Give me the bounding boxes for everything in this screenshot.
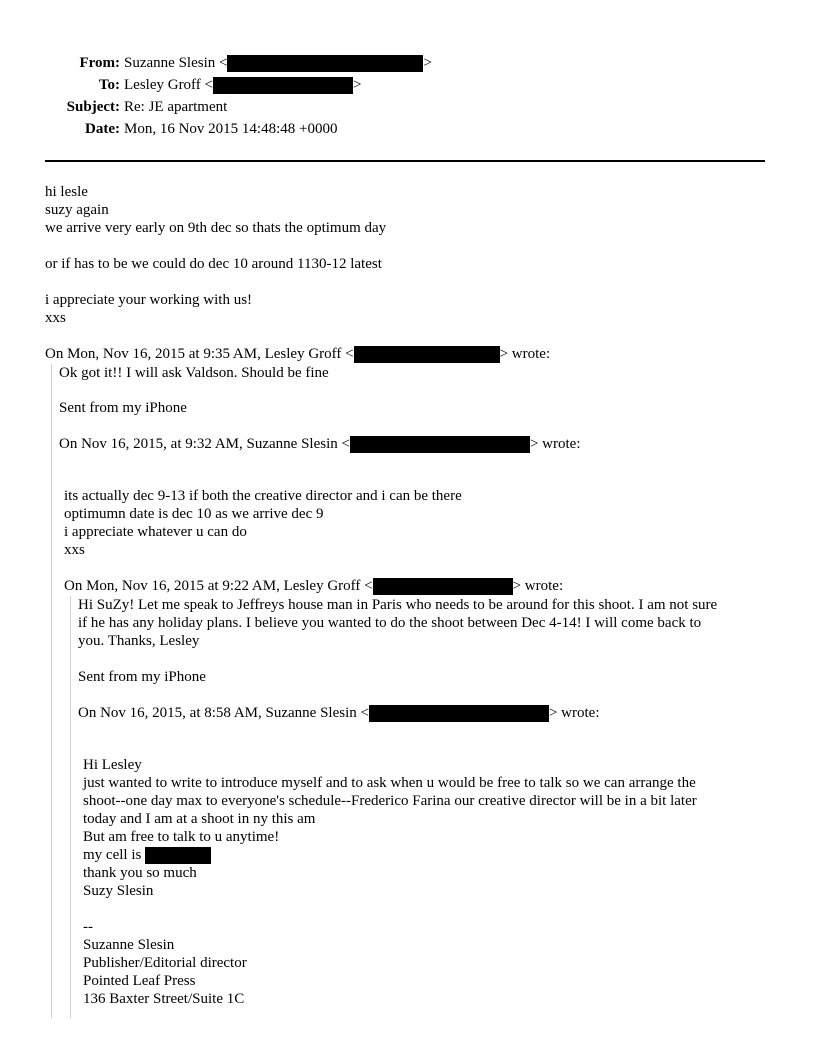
attribution-text: > wrote: (548, 705, 600, 721)
to-label: To: (98, 77, 120, 93)
signature-line: Suzanne Slesin (83, 937, 175, 953)
quote-line: its actually dec 9-13 if both the creative director and i can be there (64, 488, 462, 504)
attribution-text: > wrote: (499, 346, 551, 362)
attribution-text: On Mon, Nov 16, 2015 at 9:35 AM, Lesley Groff < (45, 346, 354, 362)
redaction-block (227, 55, 423, 72)
body-line: or if has to be we could do dec 10 around 1130-12 latest (45, 256, 382, 272)
date-value: Mon, 16 Nov 2015 14:48:48 +0000 (124, 121, 338, 137)
quote-line: i appreciate whatever u can do (64, 524, 247, 540)
redaction-block (145, 847, 211, 864)
subject-label: Subject: (66, 99, 120, 115)
to-value (124, 74, 361, 96)
quote-line: Hi SuZy! Let me speak to Jeffreys house man in Paris who needs to be around for this shoot. I am not sure (78, 597, 718, 613)
body-line: we arrive very early on 9th dec so thats the optimum day (45, 220, 387, 236)
quote-attribution (64, 577, 563, 595)
quote-attribution (59, 435, 580, 453)
signature-line: Pointed Leaf Press (83, 973, 196, 989)
attribution-text: > wrote: (512, 578, 564, 594)
quote-line: optimumn date is dec 10 as we arrive dec 9 (64, 506, 324, 522)
date-label: Date: (85, 121, 120, 137)
quote-bar (51, 364, 52, 1018)
quote-line: thank you so much (83, 865, 197, 881)
to-close: > (353, 77, 362, 93)
quote-line: xxs (64, 542, 85, 558)
redaction-block (354, 346, 500, 363)
from-label: From: (79, 55, 120, 71)
from-close: > (423, 55, 432, 71)
redaction-block (369, 705, 549, 722)
redaction-block (350, 436, 530, 453)
body-line: i appreciate your working with us! (45, 292, 253, 308)
cell-label: my cell is (83, 847, 146, 863)
quote-line: Suzy Slesin (83, 883, 154, 899)
quote-line: you. Thanks, Lesley (78, 633, 200, 649)
redaction-block (213, 77, 353, 94)
quote-bar (70, 596, 71, 1018)
quote-line: if he has any holiday plans. I believe you wanted to do the shoot between Dec 4-14! I will come back to (78, 615, 702, 631)
header-divider (45, 160, 765, 162)
quote-attribution (45, 345, 550, 363)
redaction-block (373, 578, 513, 595)
body-line: xxs (45, 310, 66, 326)
to-name: Lesley Groff < (124, 77, 213, 93)
quote-line: just wanted to write to introduce myself and to ask when u would be free to talk so we can arrange the (83, 775, 696, 791)
attribution-text: > wrote: (529, 436, 581, 452)
quote-line: But am free to talk to u anytime! (83, 829, 280, 845)
body-line: hi lesle (45, 184, 88, 200)
attribution-text: On Nov 16, 2015, at 9:32 AM, Suzanne Slesin < (59, 436, 350, 452)
body-line: suzy again (45, 202, 109, 218)
subject-value: Re: JE apartment (124, 99, 228, 115)
attribution-text: On Mon, Nov 16, 2015 at 9:22 AM, Lesley Groff < (64, 578, 373, 594)
quote-line: Ok got it!! I will ask Valdson. Should be fine (59, 365, 329, 381)
from-name: Suzanne Slesin < (124, 55, 228, 71)
signature-separator: -- (83, 919, 93, 935)
from-value (124, 52, 432, 74)
signature-line: Publisher/Editorial director (83, 955, 247, 971)
quote-line (83, 846, 211, 864)
attribution-text: On Nov 16, 2015, at 8:58 AM, Suzanne Slesin < (78, 705, 369, 721)
quote-line: shoot--one day max to everyone's schedule--Frederico Farina our creative director will be in a bit later (83, 793, 697, 809)
quote-line: Sent from my iPhone (78, 669, 206, 685)
quote-line: Hi Lesley (83, 757, 142, 773)
quote-line: Sent from my iPhone (59, 400, 187, 416)
signature-line: 136 Baxter Street/Suite 1C (83, 991, 245, 1007)
quote-attribution (78, 704, 599, 722)
quote-line: today and I am at a shoot in ny this am (83, 811, 316, 827)
